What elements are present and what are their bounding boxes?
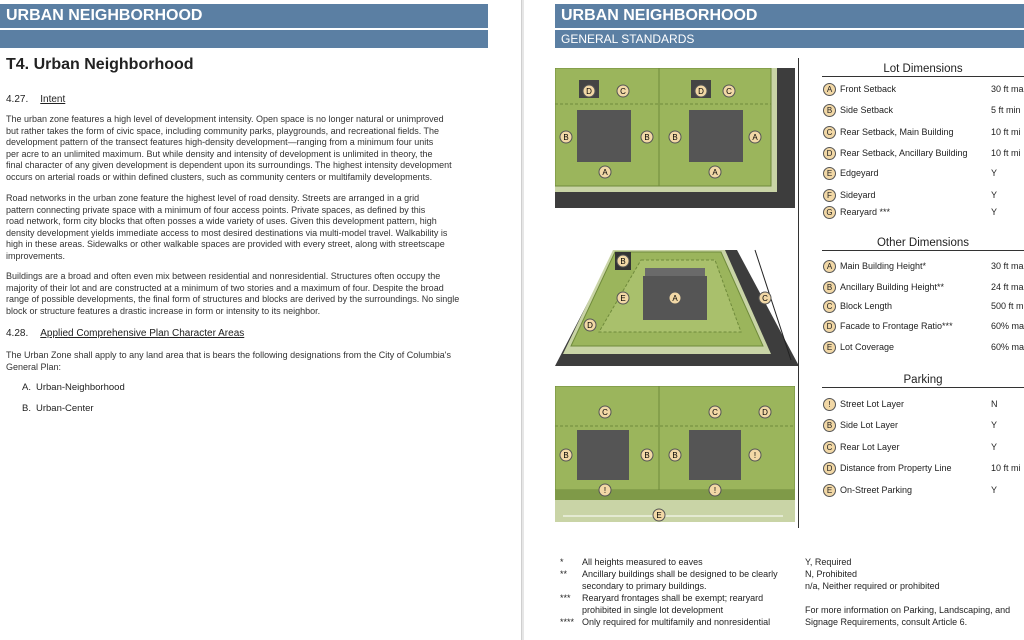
other-dimension-row [823, 281, 1024, 295]
text-line: per acre to an unlimited maximum. But while density and intensity of development is unlimited in theory, the [6, 148, 433, 159]
diagram-label [599, 166, 611, 178]
row-label: Sideyard [840, 190, 876, 200]
text-line: Buildings are a broad and often even mix between residential and nonresidential. Structures often occupy the [6, 271, 441, 281]
svg-text:B: B [563, 451, 569, 460]
row-label: Side Setback [840, 105, 894, 115]
row-label: Block Length [840, 301, 893, 311]
footnote-text: prohibited in single lot development [582, 605, 724, 615]
legend-item: N, Prohibited [805, 569, 858, 579]
row-label: Street Lot Layer [840, 399, 905, 409]
footnote-text: All heights measured to eaves [582, 557, 703, 567]
diagram-label [617, 255, 629, 267]
footnote [560, 568, 800, 580]
text-line: majority of their lot and are constructed at a minimum of two stories and a maximum of four. Despite the broad [6, 282, 444, 293]
svg-text:E: E [656, 511, 662, 520]
lot-dimension-row [823, 126, 1024, 140]
other-dimension-row [823, 320, 1024, 334]
areas-intro [6, 350, 486, 373]
svg-text:C: C [620, 87, 626, 96]
diagram-label [709, 166, 721, 178]
letter-badge: B [823, 281, 836, 294]
letter-badge: B [823, 419, 836, 432]
row-label: Side Lot Layer [840, 420, 899, 430]
letter-badge: F [823, 189, 836, 202]
parking-row [823, 398, 1024, 412]
letter-badge: A [823, 83, 836, 96]
section-heading-intent [6, 94, 65, 105]
svg-text:E: E [620, 294, 626, 303]
svg-text:A: A [752, 133, 758, 142]
svg-text:!: ! [753, 451, 757, 460]
other-dimension-row [823, 260, 1024, 274]
letter-badge: G [823, 206, 836, 219]
svg-text:B: B [620, 257, 626, 266]
diagram-label [560, 449, 572, 461]
svg-text:D: D [762, 408, 768, 417]
section-heading-text: Intent [40, 94, 66, 105]
svg-text:C: C [762, 294, 768, 303]
row-label: Rearyard *** [840, 207, 891, 217]
text-line: block or structure features a drastic increase in form or intensity to its neighbor. [6, 305, 321, 316]
letter-badge: B [823, 104, 836, 117]
lot-dimensions-title: Lot Dimensions [822, 63, 1024, 77]
lot-dimension-row [823, 206, 1024, 220]
footnote-mark: * [560, 557, 564, 567]
left-page-header: URBAN NEIGHBORHOOD [0, 4, 488, 28]
row-label: Ancillary Building Height** [840, 282, 945, 292]
diagram-label [617, 85, 629, 97]
more-info-text: Signage Requirements, consult Article 6. [805, 617, 968, 627]
svg-text:A: A [602, 168, 608, 177]
diagram-label [695, 85, 707, 97]
intent-paragraph-3 [6, 271, 486, 317]
svg-text:A: A [712, 168, 718, 177]
letter-badge: C [823, 126, 836, 139]
svg-text:B: B [644, 451, 650, 460]
row-label: Front Setback [840, 84, 897, 94]
footnote [560, 556, 800, 568]
diagram-label [653, 509, 665, 521]
letter-badge: D [823, 147, 836, 160]
row-value: Y [991, 420, 998, 430]
svg-text:!: ! [603, 486, 607, 495]
footnote [560, 592, 800, 604]
row-label: Edgeyard [840, 168, 879, 178]
right-page [524, 0, 1024, 640]
row-value: Y [991, 485, 998, 495]
diagram-label [584, 319, 596, 331]
parking-plan-diagram [555, 386, 795, 522]
main-building [689, 430, 741, 480]
svg-text:D: D [698, 87, 704, 96]
diagram-label [709, 484, 721, 496]
diagram-label [669, 449, 681, 461]
street-edge [555, 490, 795, 500]
list-item [22, 382, 125, 393]
row-label: On-Street Parking [840, 485, 913, 495]
section-number: 4.27. [6, 94, 29, 105]
svg-text:!: ! [713, 486, 717, 495]
footnote [560, 604, 800, 616]
parking-row [823, 484, 1024, 498]
diagram-label [583, 85, 595, 97]
row-value: 30 ft ma [991, 84, 1024, 94]
row-label: Rear Lot Layer [840, 442, 900, 452]
footnote-mark: ** [560, 569, 568, 579]
diagram-label [749, 131, 761, 143]
svg-text:B: B [672, 451, 678, 460]
row-label: Main Building Height* [840, 261, 927, 271]
text-line: but rather takes the form of civic space, including community parks, playgrounds, and recreational fields. The [6, 125, 440, 136]
main-building [577, 110, 631, 162]
footnote-mark: **** [560, 617, 575, 627]
footnote-text: secondary to primary buildings. [582, 581, 707, 591]
text-line: high in these areas. Sidewalks or other walkable spaces are provided with every street, along with streetscape [6, 239, 445, 249]
text-line: occurs on arterial roads or within defined clusters, such as community centers or multifamily developments. [6, 171, 433, 182]
row-value: 60% ma [991, 321, 1024, 331]
row-value: Y [991, 207, 998, 217]
other-dimension-row [823, 341, 1024, 355]
letter-badge: E [823, 167, 836, 180]
text-line: pattern connecting private space with a minimum of four access points. Private spaces, as defined by this [6, 204, 426, 215]
row-value: Y [991, 442, 998, 452]
letter-badge: E [823, 341, 836, 354]
diagram-label [641, 449, 653, 461]
parking-title: Parking [822, 374, 1024, 388]
row-value: 5 ft min [991, 105, 1021, 115]
main-building [689, 110, 743, 162]
text-line: improvements. [6, 250, 66, 261]
intent-paragraph-2 [6, 193, 486, 262]
section-heading-text: Applied Comprehensive Plan Character Areas [40, 328, 245, 339]
svg-text:D: D [587, 321, 593, 330]
letter-badge: C [823, 441, 836, 454]
lot-plan-diagram [555, 68, 795, 208]
list-text: Urban-Neighborhood [36, 382, 125, 393]
footnote-text: Rearyard frontages shall be exempt; rearyard [582, 593, 764, 603]
legend [805, 556, 1024, 628]
diagram-label [599, 484, 611, 496]
section-number: 4.28. [6, 328, 29, 339]
lot-dimension-row [823, 83, 1024, 97]
row-value: N [991, 399, 998, 409]
letter-badge: C [823, 300, 836, 313]
diagram-label [723, 85, 735, 97]
diagram-label [560, 131, 572, 143]
svg-text:D: D [586, 87, 592, 96]
left-page-header-band [0, 30, 488, 48]
letter-badge: E [823, 484, 836, 497]
diagram-label [641, 131, 653, 143]
row-value: 30 ft ma [991, 261, 1024, 271]
row-value: 10 ft mi [991, 148, 1021, 158]
footnotes [560, 556, 800, 628]
letter-badge: D [823, 320, 836, 333]
column-divider [798, 58, 799, 528]
letter-badge: ! [823, 398, 836, 411]
footnote [560, 580, 800, 592]
row-label: Lot Coverage [840, 342, 895, 352]
letter-badge: A [823, 260, 836, 273]
row-value: Y [991, 190, 998, 200]
right-page-header: URBAN NEIGHBORHOOD [555, 4, 1024, 28]
footnote-mark: *** [560, 593, 571, 603]
list-item [22, 403, 94, 414]
lot-dimension-row [823, 104, 1024, 118]
diagram-label [669, 292, 681, 304]
page-title: T4. Urban Neighborhood [6, 56, 194, 73]
list-letter: B. [22, 403, 31, 414]
row-value: Y [991, 168, 998, 178]
footnote-text: Ancillary buildings shall be designed to be clearly [582, 569, 778, 579]
row-label: Rear Setback, Main Building [840, 127, 954, 137]
diagram-label [709, 406, 721, 418]
diagram-label [759, 292, 771, 304]
text-line: road network, form city blocks that often posses a wide variety of uses. Given this development pattern, high [6, 216, 437, 226]
text-line: range of possible developments, the final form of structures and blocks are derived by the surroundings. No single [6, 294, 460, 304]
text-line: The urban zone features a high level of development intensity. Open space is no longer natural or unimproved [6, 114, 444, 124]
row-value: 24 ft ma [991, 282, 1024, 292]
svg-text:B: B [563, 133, 569, 142]
footnote [560, 616, 800, 628]
text-line: density development yields immediate access to most desired destinations via multi-model travel. Walkability is [6, 227, 448, 238]
parking-row [823, 441, 1024, 455]
svg-text:B: B [672, 133, 678, 142]
row-value: 10 ft mi [991, 127, 1021, 137]
legend-item: n/a, Neither required or prohibited [805, 581, 940, 591]
other-dimension-row [823, 300, 1024, 314]
svg-text:B: B [644, 133, 650, 142]
diagram-label [669, 131, 681, 143]
diagram-label [759, 406, 771, 418]
more-info-text: For more information on Parking, Landscaping, and [805, 605, 1011, 615]
section-heading-character-areas [6, 328, 244, 339]
lot-dimension-row [823, 147, 1024, 161]
text-line: final character of any given development is dependent upon its surroundings. The highest intensity development [6, 160, 452, 170]
row-value: 60% ma [991, 342, 1024, 352]
diagram-label [617, 292, 629, 304]
svg-text:A: A [672, 294, 678, 303]
text-line: General Plan: [6, 361, 62, 372]
diagram-label [749, 449, 761, 461]
right-page-subheader: GENERAL STANDARDS [555, 30, 1024, 48]
letter-badge: D [823, 462, 836, 475]
list-text: Urban-Center [36, 403, 94, 414]
svg-text:C: C [726, 87, 732, 96]
row-label: Facade to Frontage Ratio*** [840, 321, 953, 331]
svg-text:C: C [712, 408, 718, 417]
parking-row [823, 462, 1024, 476]
row-value: 10 ft mi [991, 463, 1021, 473]
other-dimensions-title: Other Dimensions [822, 237, 1024, 251]
text-line: development pattern of the transect features high-density development—ranging from a minimum four units [6, 137, 434, 147]
row-label: Distance from Property Line [840, 463, 952, 473]
list-letter: A. [22, 382, 31, 393]
intent-paragraph-1 [6, 114, 486, 183]
footnote-text: Only required for multifamily and nonresidential [582, 617, 771, 627]
row-label: Rear Setback, Ancillary Building [840, 148, 968, 158]
lot-dimension-row [823, 189, 1024, 203]
lot-dimension-row [823, 167, 1024, 181]
text-line: The Urban Zone shall apply to any land area that is bears the following designations from the City of Columbia's [6, 350, 451, 360]
main-building [577, 430, 629, 480]
parking-row [823, 419, 1024, 433]
svg-text:C: C [602, 408, 608, 417]
diagram-label [599, 406, 611, 418]
text-line: Road networks in the urban zone feature the highest level of road density. Streets are arranged in a grid [6, 193, 420, 203]
legend-item: Y, Required [805, 557, 852, 567]
block-axonometric-diagram [555, 246, 799, 370]
row-value: 500 ft m [991, 301, 1024, 311]
